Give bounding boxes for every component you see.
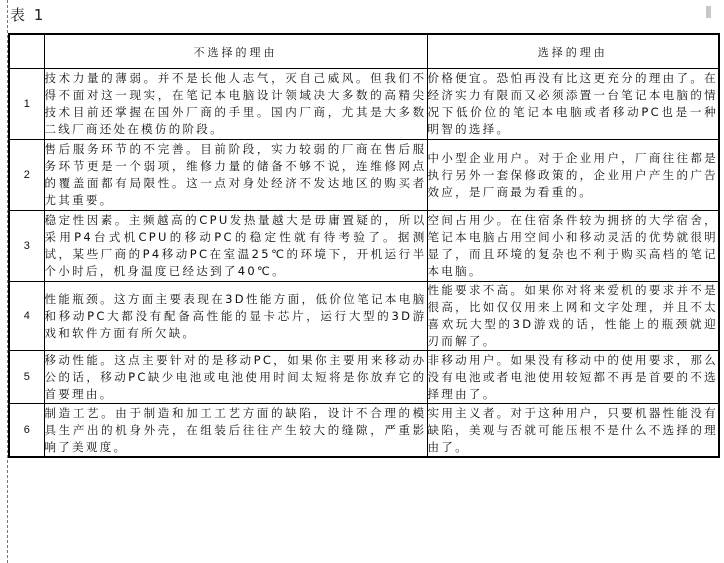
row-number: 5: [9, 351, 44, 404]
not-choose-reason-cell: 移动性能。这点主要针对的是移动PC，如果你主要用来移动办公的话，移动PC缺少电池或电池使用时间太短将是你放弃它的首要理由。: [44, 351, 427, 404]
table-row: [9, 69, 719, 140]
table-row: [9, 404, 719, 458]
header-choose-reasons: 选择的理由: [427, 34, 719, 69]
table-header-row: [9, 34, 719, 69]
table-row: [9, 140, 719, 211]
not-choose-reason-cell: 稳定性因素。主频越高的CPU发热量越大是毋庸置疑的，所以采用P4台式机CPU的移动PC的稳定性就有待考验了。据测试，某些厂商的P4移动PC在室温25℃的环境下，开机运行半个小时后，机身温度已经达到了40℃。: [44, 211, 427, 282]
table-row: [9, 211, 719, 282]
choose-reason-cell: 价格便宜。恐怕再没有比这更充分的理由了。在经济实力有限而又必须添置一台笔记本电脑的情况下低价位的笔记本电脑或者移动PC也是一种明智的选择。: [427, 69, 719, 140]
row-number: 6: [9, 404, 44, 458]
not-choose-reason-cell: 制造工艺。由于制造和加工工艺方面的缺陷，设计不合理的模具生产出的机身外壳，在组装后往往产生较大的缝隙，严重影响了美观度。: [44, 404, 427, 458]
not-choose-reason-cell: 性能瓶颈。这方面主要表现在3D性能方面，低价位笔记本电脑和移动PC大都没有配备高性能的显卡芯片，运行大型的3D游戏和软件方面有所欠缺。: [44, 282, 427, 351]
table-row: [9, 351, 719, 404]
not-choose-reason-cell: 技术力量的薄弱。并不是长他人志气，灭自己威风。但我们不得不面对这一现实，在笔记本电脑设计领域决大多数的高精尖技术目前还掌握在国外厂商的手里。国内厂商，尤其是大多数二线厂商还处在模仿的阶段。: [44, 69, 427, 140]
choose-reason-cell: 空间占用少。在住宿条件较为拥挤的大学宿舍，笔记本电脑占用空间小和移动灵活的优势就很明显了，而且环境的复杂也不利于购买高档的笔记本电脑。: [427, 211, 719, 282]
row-number: 4: [9, 282, 44, 351]
choose-reason-cell: 性能要求不高。如果你对将来爱机的要求并不是很高，比如仅仅用来上网和文字处理，并且不太喜欢玩大型的3D游戏的话，性能上的瓶颈就迎刃而解了。: [427, 282, 719, 351]
scrollbar-thumb[interactable]: [706, 6, 711, 18]
comparison-table: [8, 33, 720, 458]
not-choose-reason-cell: 售后服务环节的不完善。目前阶段，实力较弱的厂商在售后服务环节更是一个弱项，维修力量的储备不够不说，连维修网点的覆盖面都有局限性。这一点对身处经济不发达地区的购买者尤其重要。: [44, 140, 427, 211]
header-not-choose-reasons: 不选择的理由: [44, 34, 427, 69]
table-caption: 表 1: [10, 6, 46, 24]
row-number: 1: [9, 69, 44, 140]
choose-reason-cell: 实用主义者。对于这种用户，只要机器性能没有缺陷，美观与否就可能压根不是什么不选择的理由了。: [427, 404, 719, 458]
header-index: [9, 34, 44, 69]
choose-reason-cell: 中小型企业用户。对于企业用户，厂商往往都是执行另外一套保修政策的，企业用户产生的广告效应，是厂商最为看重的。: [427, 140, 719, 211]
choose-reason-cell: 非移动用户。如果没有移动中的使用要求，那么没有电池或者电池使用较短都不再是首要的不选择理由了。: [427, 351, 719, 404]
row-number: 3: [9, 211, 44, 282]
table-row: [9, 282, 719, 351]
row-number: 2: [9, 140, 44, 211]
